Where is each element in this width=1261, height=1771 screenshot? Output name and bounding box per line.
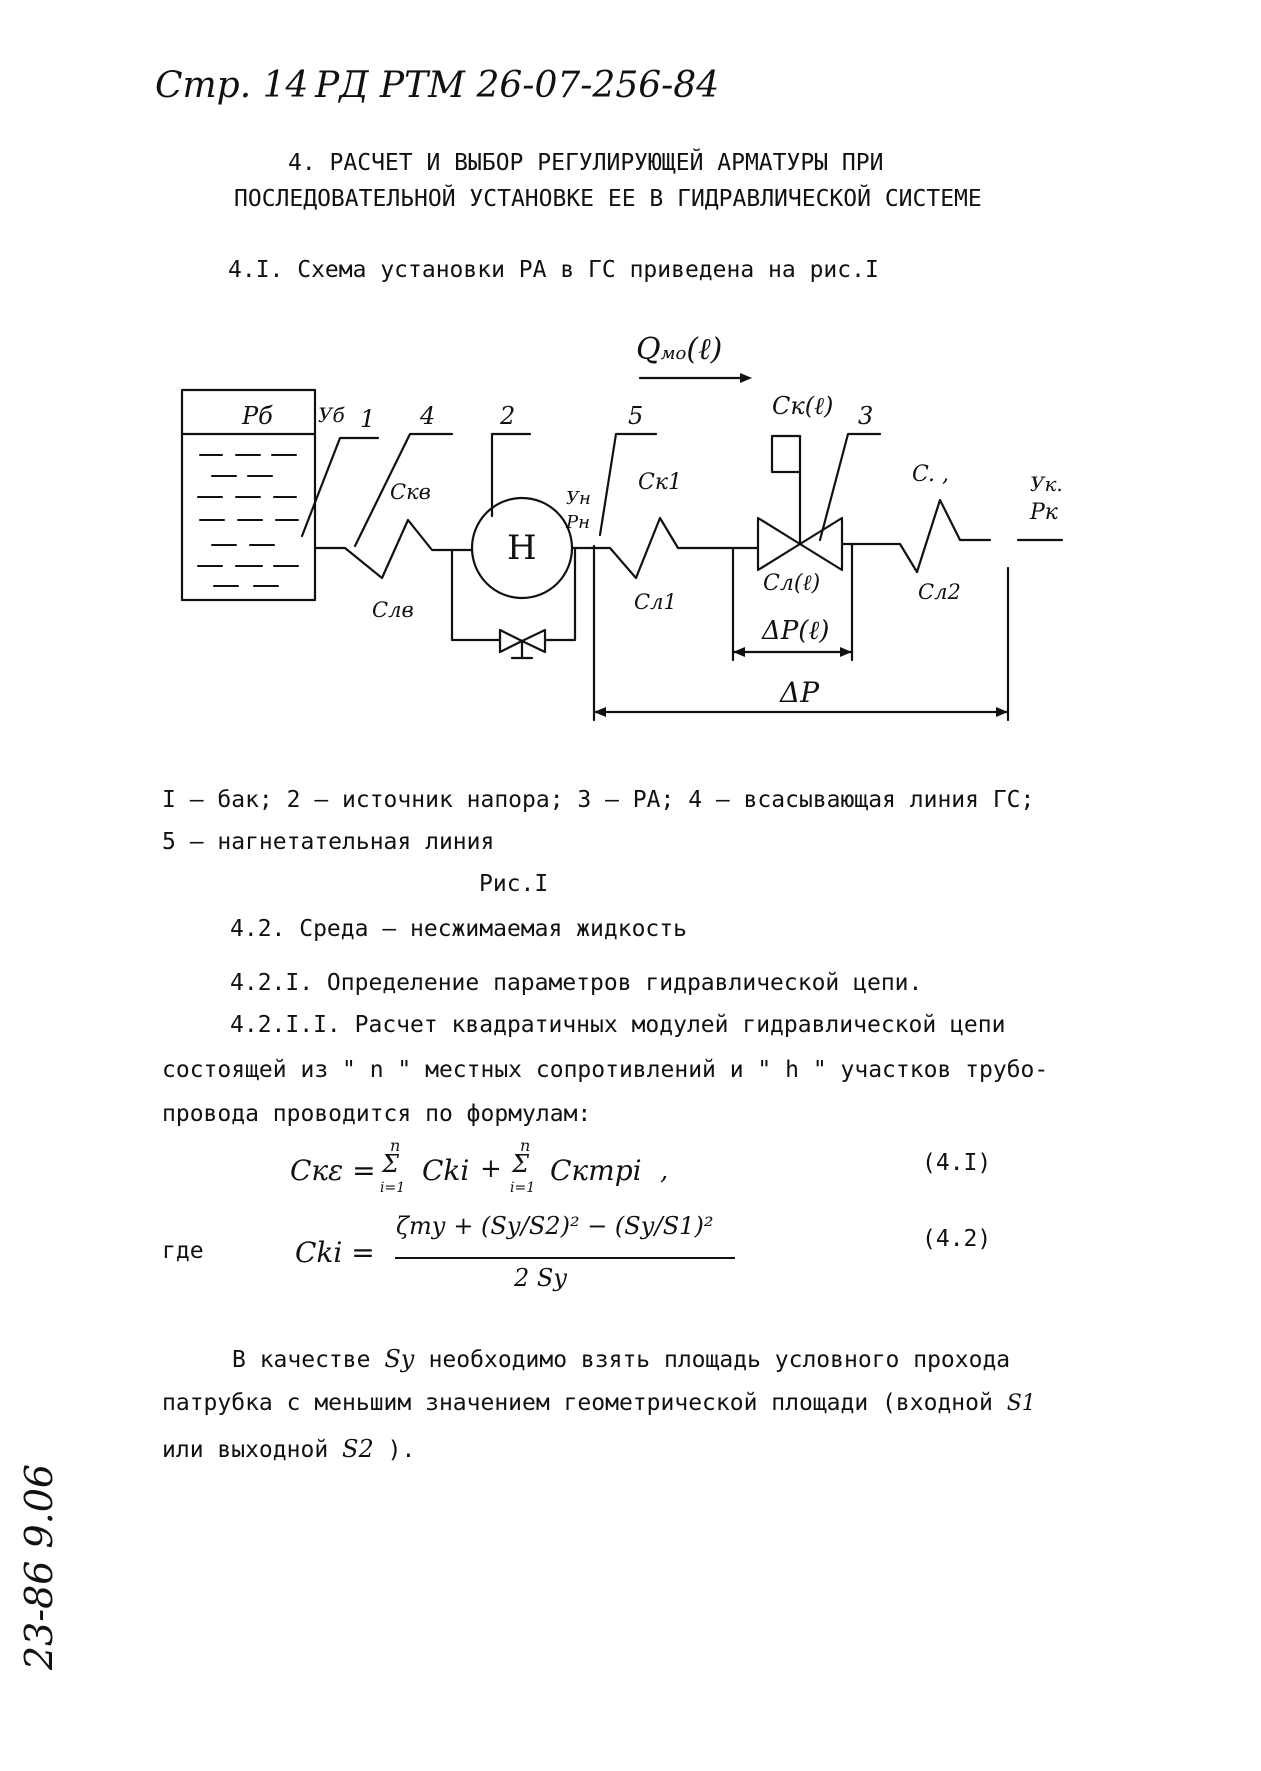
yk-label: Ук.: [1030, 472, 1063, 496]
formula1-term1: Cki: [422, 1154, 470, 1187]
formula1-term2: Cктрi: [550, 1154, 642, 1187]
figure-caption: Рис.I: [479, 871, 549, 897]
formula1-sum2-bottom: i=1: [510, 1180, 536, 1196]
formula1-sigma1: Σ: [382, 1150, 399, 1178]
cl2-label: Cл2: [918, 580, 961, 604]
final-paragraph-line2: патрубка с меньшим значением геометрической площади (входной S1: [162, 1390, 1036, 1416]
formula1-sum1-bottom: i=1: [380, 1180, 406, 1196]
ck1-label: Cк1: [638, 470, 682, 495]
cl1-label: Cл1: [634, 590, 677, 614]
paragraph-4-2-1-1-line2: состоящей из " n " местных сопротивлений и " h " участков трубо-: [162, 1057, 1049, 1083]
paragraph-4-2: 4.2. Среда – несжимаемая жидкость: [230, 916, 687, 942]
final-paragraph-line3: или выходной S2 ).: [162, 1435, 416, 1463]
tank-level-label: Уб: [318, 403, 345, 427]
formula-4-1: [290, 1136, 1010, 1210]
valve-cl-label: Cл(ℓ): [763, 571, 821, 596]
formula1-sum1-top: n: [390, 1136, 401, 1155]
formula-where: где: [162, 1238, 204, 1264]
formula2-fraction-bar: [395, 1257, 735, 1259]
paragraph-4-2-1-1-line3: провода проводится по формулам:: [162, 1101, 592, 1127]
page-label: Стр. 14: [155, 65, 309, 106]
margin-stamp: [4, 1395, 74, 1770]
formula1-plus: +: [480, 1154, 502, 1184]
flow-label: Qмо(ℓ): [636, 332, 723, 367]
tag-2: 2: [500, 402, 516, 430]
s2-symbol: S2: [342, 1435, 374, 1463]
tag-1: 1: [360, 405, 376, 433]
margin-stamp-text: 23-86 9.06: [17, 1463, 61, 1671]
formula1-sum2-top: n: [520, 1136, 531, 1155]
tag-3: 3: [858, 402, 874, 430]
document-code: РД РТМ 26-07-256-84: [315, 65, 720, 106]
paragraph-4-2-1: 4.2.I. Определение параметров гидравлической цепи.: [230, 970, 923, 996]
final-paragraph-line1: В качестве Sу необходимо взять площадь условного прохода: [232, 1345, 1011, 1373]
tank-pressure-label: Pб: [242, 402, 273, 430]
paragraph-4-2-1-1-line1: 4.2.I.I. Расчет квадратичных модулей гидравлической цепи: [230, 1012, 1006, 1038]
paragraph-4-1: 4.I. Схема установки РА в ГС приведена на рис.I: [228, 257, 879, 283]
ckv-label: Cкв: [390, 480, 431, 504]
formula2-lhs: Cki =: [295, 1236, 375, 1269]
formula2-denominator: 2 Sу: [514, 1264, 568, 1292]
yh-label: Ун: [566, 488, 591, 509]
formula2-numerator: ζту + (Sу/S2)² − (Sу/S1)²: [396, 1212, 714, 1240]
formula1-sigma2: Σ: [512, 1150, 529, 1178]
formula1-lhs: Cкε =: [290, 1154, 376, 1187]
formula-4-2-number: (4.2): [922, 1226, 992, 1252]
pk-label: Pк: [1030, 500, 1058, 525]
tag-5: 5: [628, 402, 644, 430]
pump-symbol: H: [507, 528, 537, 568]
dp-total-label: ΔP: [780, 676, 820, 709]
dp-valve-label: ΔP(ℓ): [762, 616, 830, 646]
legend-line2: 5 – нагнетательная линия: [162, 829, 495, 855]
tag-4: 4: [420, 402, 436, 430]
section-title-line2: ПОСЛЕДОВАТЕЛЬНОЙ УСТАНОВКЕ ЕЕ В ГИДРАВЛИЧЕСКОЙ СИСТЕМЕ: [234, 186, 982, 212]
ck2-label: C. ,: [912, 462, 950, 487]
ph-label: Pн: [566, 512, 590, 533]
formula-4-1-number: (4.I): [922, 1150, 992, 1176]
valve-ck-label: Cк(ℓ): [772, 392, 834, 420]
s1-symbol: S1: [1006, 1391, 1036, 1416]
sy-symbol: Sу: [384, 1345, 415, 1373]
control-valve: [758, 518, 800, 570]
clv-label: Cлв: [372, 598, 414, 622]
legend-line1: I – бак; 2 – источник напора; 3 – РА; 4 – всасывающая линия ГС;: [162, 787, 1035, 813]
formula1-comma: ,: [660, 1156, 669, 1186]
section-title-line1: 4. РАСЧЕТ И ВЫБОР РЕГУЛИРУЮЩЕЙ АРМАТУРЫ ПРИ: [288, 150, 884, 176]
